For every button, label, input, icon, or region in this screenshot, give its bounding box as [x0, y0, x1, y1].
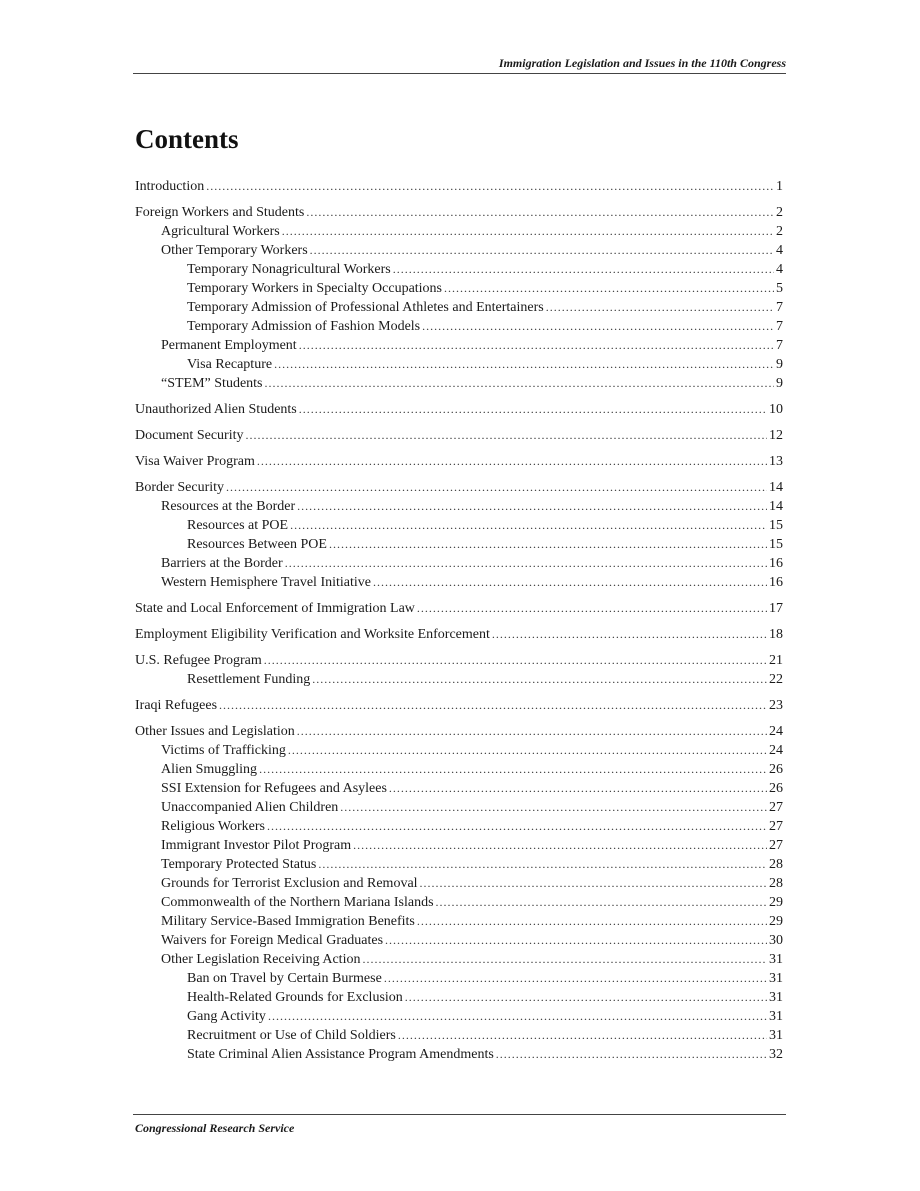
toc-dot-leader — [405, 988, 767, 1007]
toc-entry-label: Introduction — [135, 179, 205, 194]
toc-entry[interactable] — [135, 374, 783, 393]
page-title: Contents — [135, 124, 239, 154]
toc-entry-page: 10 — [769, 402, 783, 417]
toc-entry-page: 4 — [776, 262, 783, 277]
toc-entry[interactable] — [135, 336, 783, 355]
toc-dot-leader — [398, 1026, 767, 1045]
toc-entry-label: U.S. Refugee Program — [135, 653, 262, 668]
toc-entry-label: Waivers for Foreign Medical Graduates — [161, 933, 384, 948]
toc-dot-leader — [267, 817, 767, 836]
toc-entry-page: 28 — [769, 876, 783, 891]
toc-entry-page: 24 — [769, 724, 783, 739]
toc-entry[interactable] — [135, 599, 783, 618]
toc-entry-page: 30 — [769, 933, 783, 948]
toc-entry-label: Temporary Workers in Specialty Occupations — [187, 281, 443, 296]
toc-entry-page: 2 — [776, 205, 783, 220]
toc-entry-label: Resources at the Border — [161, 499, 296, 514]
toc-entry-label: Grounds for Terrorist Exclusion and Removal — [161, 876, 418, 891]
toc-entry-page: 22 — [769, 672, 783, 687]
toc-dot-leader — [285, 554, 767, 573]
toc-entry-label: Border Security — [135, 480, 225, 495]
toc-dot-leader — [206, 177, 774, 196]
toc-dot-leader — [297, 722, 767, 741]
toc-entry[interactable] — [135, 722, 783, 741]
toc-entry-label: Other Temporary Workers — [161, 243, 308, 258]
toc-entry[interactable] — [135, 1045, 783, 1064]
toc-entry-label: Visa Recapture — [187, 357, 273, 372]
toc-dot-leader — [362, 950, 767, 969]
toc-entry-label: Victims of Trafficking — [161, 743, 286, 758]
toc-entry-label: Immigrant Investor Pilot Program — [161, 838, 352, 853]
toc-dot-leader — [329, 535, 767, 554]
toc-dot-leader — [318, 855, 767, 874]
toc-entry-label: Resources at POE — [187, 518, 289, 533]
toc-entry-label: Commonwealth of the Northern Mariana Islands — [161, 895, 434, 910]
toc-entry-label: “STEM” Students — [161, 376, 263, 391]
toc-entry[interactable] — [135, 741, 783, 760]
toc-entry-label: Temporary Nonagricultural Workers — [187, 262, 391, 277]
toc-entry-page: 28 — [769, 857, 783, 872]
toc-dot-leader — [299, 336, 774, 355]
toc-entry[interactable] — [135, 241, 783, 260]
toc-dot-leader — [340, 798, 767, 817]
toc-entry[interactable] — [135, 760, 783, 779]
toc-entry-label: SSI Extension for Refugees and Asylees — [161, 781, 387, 796]
toc-entry-page: 32 — [769, 1047, 783, 1062]
toc-entry[interactable] — [135, 931, 783, 950]
toc-dot-leader — [436, 893, 767, 912]
toc-entry[interactable] — [135, 696, 783, 715]
toc-dot-leader — [299, 400, 767, 419]
toc-entry-page: 31 — [769, 1028, 783, 1043]
toc-entry[interactable] — [135, 203, 783, 222]
toc-entry-page: 2 — [776, 224, 783, 239]
toc-entry[interactable] — [135, 426, 783, 445]
toc-entry-label: Document Security — [135, 428, 244, 443]
toc-entry-page: 13 — [769, 454, 783, 469]
toc-entry-label: Resettlement Funding — [187, 672, 311, 687]
toc-entry[interactable] — [135, 222, 783, 241]
toc-entry-label: Resources Between POE — [187, 537, 327, 552]
toc-entry-label: Iraqi Refugees — [135, 698, 218, 713]
toc-entry[interactable] — [135, 298, 783, 317]
toc-dot-leader — [353, 836, 767, 855]
toc-entry-page: 9 — [776, 357, 783, 372]
toc-entry[interactable] — [135, 779, 783, 798]
toc-entry[interactable] — [135, 817, 783, 836]
toc-dot-leader — [417, 912, 767, 931]
toc-entry-page: 29 — [769, 914, 783, 929]
toc-entry[interactable] — [135, 400, 783, 419]
toc-entry-label: Recruitment or Use of Child Soldiers — [187, 1028, 396, 1043]
footer-divider — [133, 1114, 786, 1115]
toc-entry-page: 27 — [769, 838, 783, 853]
toc-entry[interactable] — [135, 317, 783, 336]
table-of-contents — [135, 177, 783, 1064]
toc-entry-page: 21 — [769, 653, 783, 668]
toc-entry-page: 14 — [769, 480, 783, 495]
toc-dot-leader — [422, 317, 774, 336]
toc-entry-label: Ban on Travel by Certain Burmese — [187, 971, 382, 986]
toc-entry-page: 31 — [769, 952, 783, 967]
toc-dot-leader — [417, 599, 767, 618]
toc-dot-leader — [444, 279, 774, 298]
toc-entry[interactable] — [135, 912, 783, 931]
toc-dot-leader — [274, 355, 774, 374]
toc-dot-leader — [306, 203, 774, 222]
toc-entry[interactable] — [135, 798, 783, 817]
toc-entry[interactable] — [135, 1007, 783, 1026]
toc-entry-page: 15 — [769, 518, 783, 533]
toc-dot-leader — [310, 241, 774, 260]
toc-entry-page: 7 — [776, 300, 783, 315]
toc-entry[interactable] — [135, 625, 783, 644]
toc-entry-label: Gang Activity — [187, 1009, 266, 1024]
toc-dot-leader — [385, 931, 767, 950]
toc-dot-leader — [290, 516, 767, 535]
toc-dot-leader — [546, 298, 774, 317]
toc-dot-leader — [384, 969, 767, 988]
toc-entry-page: 16 — [769, 575, 783, 590]
toc-entry-label: Military Service-Based Immigration Benefits — [161, 914, 415, 929]
toc-entry-label: Foreign Workers and Students — [135, 205, 305, 220]
toc-entry-page: 4 — [776, 243, 783, 258]
toc-dot-leader — [268, 1007, 767, 1026]
toc-entry-label: State and Local Enforcement of Immigration Law — [135, 601, 415, 616]
toc-entry-label: Permanent Employment — [161, 338, 297, 353]
toc-dot-leader — [219, 696, 767, 715]
toc-dot-leader — [389, 779, 767, 798]
toc-dot-leader — [492, 625, 767, 644]
toc-entry[interactable] — [135, 893, 783, 912]
toc-entry[interactable] — [135, 855, 783, 874]
toc-entry-page: 9 — [776, 376, 783, 391]
toc-entry-label: Agricultural Workers — [161, 224, 280, 239]
toc-entry[interactable] — [135, 554, 783, 573]
toc-dot-leader — [264, 651, 767, 670]
toc-entry-label: Western Hemisphere Travel Initiative — [161, 575, 371, 590]
toc-entry-page: 1 — [776, 179, 783, 194]
toc-entry-page: 17 — [769, 601, 783, 616]
toc-dot-leader — [226, 478, 767, 497]
toc-dot-leader — [265, 374, 775, 393]
toc-entry-page: 23 — [769, 698, 783, 713]
toc-entry-label: Temporary Protected Status — [161, 857, 317, 872]
toc-entry-label: Unauthorized Alien Students — [135, 402, 297, 417]
toc-entry-page: 26 — [769, 762, 783, 777]
toc-dot-leader — [257, 452, 767, 471]
toc-dot-leader — [393, 260, 774, 279]
toc-dot-leader — [312, 670, 767, 689]
toc-dot-leader — [496, 1045, 767, 1064]
toc-entry-page: 31 — [769, 1009, 783, 1024]
toc-dot-leader — [245, 426, 767, 445]
toc-entry-page: 16 — [769, 556, 783, 571]
toc-dot-leader — [259, 760, 767, 779]
toc-entry[interactable] — [135, 260, 783, 279]
toc-entry-label: Health-Related Grounds for Exclusion — [187, 990, 403, 1005]
toc-entry-label: Other Legislation Receiving Action — [161, 952, 361, 967]
toc-entry[interactable] — [135, 279, 783, 298]
toc-dot-leader — [420, 874, 767, 893]
toc-entry-label: Religious Workers — [161, 819, 265, 834]
toc-dot-leader — [288, 741, 767, 760]
toc-entry-page: 26 — [769, 781, 783, 796]
toc-entry-page: 14 — [769, 499, 783, 514]
toc-entry-label: Visa Waiver Program — [135, 454, 255, 469]
toc-entry-page: 15 — [769, 537, 783, 552]
toc-entry[interactable] — [135, 478, 783, 497]
toc-entry-page: 5 — [776, 281, 783, 296]
toc-entry-page: 29 — [769, 895, 783, 910]
toc-entry[interactable] — [135, 988, 783, 1007]
toc-entry[interactable] — [135, 651, 783, 670]
toc-entry-label: Temporary Admission of Professional Athletes and Entertainers — [187, 300, 544, 315]
toc-entry[interactable] — [135, 355, 783, 374]
toc-entry-page: 31 — [769, 971, 783, 986]
toc-entry-page: 31 — [769, 990, 783, 1005]
toc-entry-page: 27 — [769, 800, 783, 815]
toc-entry[interactable] — [135, 452, 783, 471]
toc-entry[interactable] — [135, 670, 783, 689]
toc-entry-label: Barriers at the Border — [161, 556, 283, 571]
toc-entry-page: 24 — [769, 743, 783, 758]
toc-dot-leader — [297, 497, 767, 516]
toc-entry[interactable] — [135, 516, 783, 535]
toc-entry[interactable] — [135, 1026, 783, 1045]
toc-entry-label: State Criminal Alien Assistance Program Amendments — [187, 1047, 494, 1062]
toc-entry[interactable] — [135, 969, 783, 988]
toc-entry[interactable] — [135, 535, 783, 554]
toc-entry-page: 27 — [769, 819, 783, 834]
toc-entry[interactable] — [135, 573, 783, 592]
toc-entry[interactable] — [135, 950, 783, 969]
toc-entry-label: Unaccompanied Alien Children — [161, 800, 339, 815]
toc-entry-label: Temporary Admission of Fashion Models — [187, 319, 421, 334]
toc-entry-label: Other Issues and Legislation — [135, 724, 295, 739]
running-header: Immigration Legislation and Issues in the 110th Congress — [133, 56, 786, 74]
toc-entry[interactable] — [135, 497, 783, 516]
toc-entry[interactable] — [135, 836, 783, 855]
toc-entry-page: 18 — [769, 627, 783, 642]
toc-dot-leader — [373, 573, 767, 592]
toc-entry-page: 7 — [776, 338, 783, 353]
toc-dot-leader — [282, 222, 774, 241]
toc-entry-page: 7 — [776, 319, 783, 334]
toc-entry-label: Employment Eligibility Verification and Worksite Enforcement — [135, 627, 490, 642]
toc-entry-page: 12 — [769, 428, 783, 443]
toc-entry[interactable] — [135, 874, 783, 893]
toc-entry-label: Alien Smuggling — [161, 762, 258, 777]
running-footer: Congressional Research Service — [135, 1121, 295, 1135]
toc-entry[interactable] — [135, 177, 783, 196]
